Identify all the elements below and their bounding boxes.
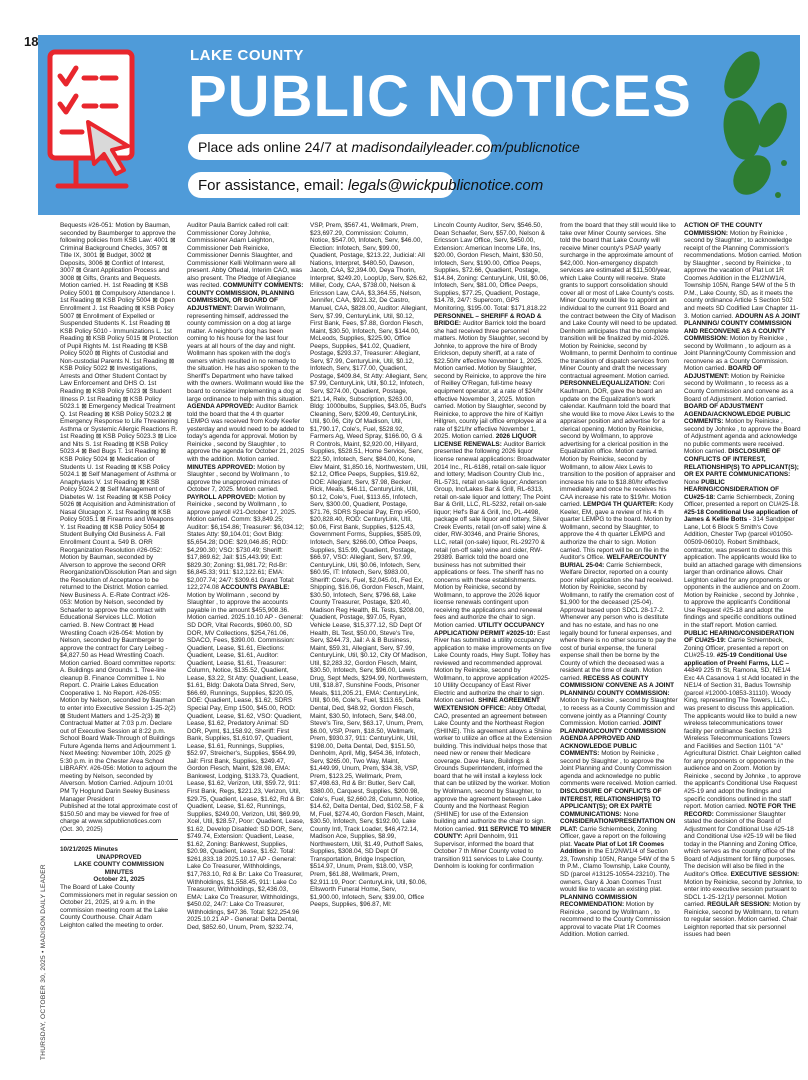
executive-session-text: Motion by Reinicke, second by Johnke, to enter into executive session pursuant to SDCL 1-25-12(1)/ personnel. Motion carried. <box>684 878 802 909</box>
plat-consideration-heading: CONSIDERATION/PRESENTATION ON PLAT: <box>560 818 676 833</box>
hearing-cu-25-18-intro: Carrie Schiernbeck, Zoning Officer, presented a report on CU#25-18. <box>684 493 800 509</box>
banner-kicker: LAKE COUNTY <box>190 47 304 64</box>
banner-area <box>38 35 800 215</box>
shine-agreement-heading: SHINE AGREEMENT W/EXTENSION OFFICE: <box>434 697 540 712</box>
minutes-approved-text: Motion by Slaughter , second by Wollmann , to approve the unapproved minutes of October 7, 2025. Motion carried. <box>187 463 290 494</box>
vacate-plat-title: Vacate Plat of Lot 1R Coomes Addition <box>560 840 665 856</box>
911-service-text: April Denholm, 911 Supervisor, informed the board that October 7 th Miner County voted to transition 911 services to Lake County. Denholm is looking for confirmation <box>434 833 544 871</box>
joint-agenda-heading: JOINT PLANNING/COUNTY COMMISSION AGENDA APPROVED AND ACKNOWLEDGE PUBLIC COMMENTS: <box>560 720 666 758</box>
board-of-adjustment-heading: BOARD OF ADJUSTMENT: <box>684 365 763 380</box>
regular-session-text: Motion by Reinicke, second by Wollmann, to return to regular session. Motion carried. Chair Leighton reported that six personnel issues had been <box>684 901 801 939</box>
notice-heading-minutes: MINUTES <box>104 868 134 876</box>
publication-date: (Oct. 30, 2025) <box>60 825 103 833</box>
county-action-heading: ACTION OF THE COUNTY COMMISSION: <box>684 222 763 237</box>
regular-session-heading: REGULAR SESSION: <box>707 901 772 909</box>
liquor-license-text: Auditor Barrick presented the following 2026 liquor license renewal applications: Broadwater 2014 Inc., RL-6186, retail on-sale liquor and lottery; Madison Country Club Inc., RL-5731, retail on-sale liquor; Anderson Group, Inc/Lakes Bar & Grill, RL-6313, retail on-sale liquor and lottery; The Point Bar & Grill, LLC, RL-5232, retail on-sale liquor; Hef's Bar & Grill, Inc, PL-4498, package off sale liquor and lottery, Silver Creek Events, retail (on-off sale) wine & cider, RW-30346, and Prairie Shores, LLC, retail (on-sale) liquor, RL-29270 & retail (on-off sale) wine and cider, RW-29389. Barrick told the board one business has not submitted their applications or fees. The sheriff has no concerns with these establishments. Motion by Reinicke, second by Wollmann, to approve the 2026 liquor license renewals contingent upon receiving the applications and renewal fees and authorize the chair to sign. Motion carried. <box>434 440 551 629</box>
note-for-record-heading: NOTE FOR THE RECORD: <box>684 803 796 818</box>
shine-agreement-text: Abby Oftedal, CAO, presented an agreement between Lake County and the Northeast Region (SHIINE). This agreement allows a Shiine worker to utilize an office at the Extension building. This individual helps those that need new or renew their Medicare coverage. Dave Hare, Buildings & Grounds Superintendent, informed the board that he will install a keyless lock that can be utilized by the worker. Motion by Wollmann, second by Slaughter, to approve the agreement between Lake County and the Northeast Region (SHIINE) for use of the Extension building and authorize the chair to sign. Motion carried. <box>434 705 552 833</box>
side-folio <box>40 864 54 1060</box>
column-6 <box>684 222 802 939</box>
accounts-payable-text: Motion by Wollmann , second by Slaughter , to approve the accounts payable in the amount $455,908.36. Motion carried. <box>187 591 289 622</box>
equalization-text: Cori Kaufmann, DOR, gave the board an update on the Equalization's work calendar. Kaufmann told the board that she would like to move Alex Lewis to the appraiser position and advertise for a clerical opening. Motion by Reinicke, second by Wollmann, to approve advertising for a clerical position in the Equalization office. Motion carried. Motion by Reinicke, second by Wollmann, to allow Alex Lewis to transition to the position of appraiser and increase his rate to $18.80/hr effective immediately and once he receives his CAA increase his rate to $19/hr. Motion carried. <box>560 380 676 509</box>
adjourn-joint-heading: ADOURN AS A JOINT PLANNING/ COUNTY COMMISSION AND RECONVENE AS A COUNTY COMMISSION: <box>684 312 801 343</box>
note-for-record-text: Commissioner Slaughter stated the decision of the Board of Adjustment for Conditional Use #25-18 and Conditional Use #25-19 will be filed today in the Planning and Zoning Office, which serves as the county office of the Board of Adjustment for filing purposes. The decision will also be filed in the Auditor's Office. <box>684 810 798 879</box>
planning-recommendation-heading: PLANNING COMMISSION RECOMMENDATION: <box>560 893 638 909</box>
personnel-sheriff-text: Auditor Barrick told the board she had received three personnel matters. Motion by Slaughter, second by Johnke, to approve the hire of Brody Erickson, deputy sheriff, at a rate of $22.50/hr effective November 1, 2025. Motion carried. Motion by Slaughter, second by Reinicke, to approve the hire of Reilley O'Regan, full-time heavy equipment operator, at a rate of $24/hr effective November 3, 2025. Motion carried. Motion by Slaughter, second by Reinicke, to approve the hire of Kaitlyn Hillgren, county jail office employee at a rate of $21/hr effective November 1, 2025. Motion carried. <box>434 320 549 441</box>
utility-occupancy-heading: UTILITY OCCUPANCY APPLICATION/ PERMIT #2025-10: <box>434 621 545 637</box>
minutes-approved-heading: MINUTES APPROVED: <box>187 463 256 471</box>
notice-heading-unapproved: UNAPPROVED <box>96 853 142 861</box>
disclosure-heading: DISCLOSURE OF CONFLICTS OF INTEREST, RELATIONSHIP(S) TO APPLICANT(S); OR EX PARTE COMMUNICATIONS: <box>560 788 662 818</box>
liquor-license-heading: 2026 LIQUOR LICENSE RENEWALS: <box>434 433 537 448</box>
utility-occupancy-text: East River has submitted a utility occupancy application to make improvements on five Lake County roads, Hwy Supt. Tolley has reviewed and recommended approval. Motion by Reinicke, second by Wollmann, to approve application #2025-10 Utility Occupancy of East River Electric and authorize the chair to sign. Motion carried. <box>434 629 552 705</box>
welfare-burial-heading: WELFARE/COUNTY BURIAL 25-04: <box>560 554 667 569</box>
roll-call-text: Auditor Paula Barrick called roll call: Commissioner Corey Johnke, Commissioner Adam Leighton, Commissioner Deb Reinicke, Commissioner Dennis Slaughter, and Commissioner Kelli Wollmann were all present. Abby Oftedal, Interim CAO, was also present. The Pledge of Allegiance was recited. <box>187 222 303 290</box>
boa-agenda-heading: BOARD OF ADJUSTMENT AGENDA/ACKNOWLEDGE PUBLIC COMMENTS: <box>684 403 791 426</box>
accounts-payable-list: 2025.10.10 AP - General: SD DOR, Vital Records, $960.00, SD DOR, MV Collections, $254,761.06, SDACO, Fees, $390.00. Commission: Quadient, Lease, $1.61, Elections: Quadient, Lease, $1.61, Auditor: Quadient, Lease, $1.61, Treasurer: Column, Notice, $135.52, Quadient, Lease, $3.22, St Atty: Quadient, Lease, $1.61, Bldg: Dakota Data Shred, Serv, $66.69, Runnings, Supplies, $220.05, DOE: Quadient, Lease, $1.62, SDRS Special Pay, Emp 1500, $45.00, ROD: Quadient, Lease, $1.62, VSO: Quadient, Lease, $1.62, Predatory Animal: SD DOR, Pymt, $1,158.92, Sheriff: First Bank, Supplies, $1,610.97, Quadient, Lease, $1.61, Runnings, Supplies, $52.97, Streicher's, Supplies, $564.99, Jail: First Bank, Supplies, $249.47, Gordon Flesch, Maint, $28.98, EMA: Bankwest, Lodging, $133.73, Quadient, Lease, $1.62, Verizon, Util, $59.72, 911: First Bank, Regs, $221.23, Verizon, Util, $29.75, Quadient, Lease, $1.62, Rd & Br: Quadient, Lease, $1.62, Runnings, Supplies, $249.00, Verizon, Util, $69.99, Xcel, Util, $28.57, Poor: Quadient, Lease, $1.62, Develop Disabled: SD DOR, Serv, $749.74, Extension: Quadient, Lease, $1.62, Zoning: Bankwest, Supplies, $20.98, Quadient, Lease, $1.62. Total: $261,833.18 2025.10.17 AP - General: Lake Co Treasurer, Withholdings, $17,763.10, Rd & Br: Lake Co Treasurer, Withholdings, $1,558.45, 911: Lake Co Treasurer, Withholdings, $2,436.03, EMA: Lake Co Treasurer, Withholdings, $450.02, 24/7: Lake Co Treasurer, Withholdings, $47.36. Total: $22,254.96 2025.10.21 AP - General: Delta Dental, Ded, $852.60, Unum, Prem, $232.74, <box>187 614 305 931</box>
checklist-monitor-icon <box>46 48 136 198</box>
recess-text: Motion by Reinicke , second by Slaughter , to recess as a County Commission and convene jointly as a Planning/ County Commission. Motion carried. <box>560 697 678 728</box>
community-comments-text: Darwin Wollmann, representing himself, addressed the county commission on a dog at large matter. A neighbor's dog has been coming to his house for the last four years at all hours of the day and night. Wollmann has spoken with the dog's owners which resulted in no remedy to the situation. He has also spoken to the Sheriff's Department who have talked with the owners. Wollmann would like the board to consider implementing a dog at large ordinance to help with this situation. <box>187 305 305 403</box>
place-ads-text: Place ads online 24/7 at <box>198 139 348 155</box>
banner-title: PUBLIC NOTICES <box>188 64 692 129</box>
school-board-minutes-text: Bequests #26-051: Motion by Bauman, seconded by Baumberger to approve the following policies from KSB Law: 4001 ⊠ Criminal Background Checks, 3057 ⊠ Title IX, 3001 ⊠ Budget, 3002 ⊠ Deposits, 3006 ⊠ Conflict of Interest, 3007 ⊠ Grant Application Process and 3008 ⊠ Gifts, Grants and Bequests. Motion carried. H. 1st Reading ⊠ KSB Policy 5001 ⊠ Compulsory Attendance I. 1st Reading ⊠ KSB Policy 5004 ⊠ Open Enrollment J. 1st Reading ⊠ KSB Policy 5007 ⊠ Enrollment of Expelled or Suspended Students K. 1st Reading ⊠ KSB Policy 5010 - Immunizations L. 1st Reading ⊠ KSB Policy 5015 ⊠ Protection of Pupil Rights M. 1st Reading ⊠ KSB Policy 5020 ⊠ Rights of Custodial and Non-custodial Parents N. 1st Reading ⊠ KSB Policy 5022 ⊠ Investigations, Arrests and Other Student Contact by Law Enforcement and DHS O. 1st Reading ⊠ KSB Policy 5023 ⊠ Student Illness P. 1st Reading ⊠ KSB Policy 5023.1 ⊠ Emergency Medical Treatment Q. 1st Reading ⊠ KSB Policy 5023.2 ⊠ Emergency Response to Life Threatening Asthma or Systemic Allergic Reactions R. 1st Reading ⊠ KSB Policy 5023.3 ⊠ Lice and Nits S. 1st Reading ⊠ KSB Policy 5023.4 ⊠ Bed Bugs T. 1st Reading ⊠ KSB Policy 5024 ⊠ Medication of Students U. 1st Reading ⊠ KSB Policy 5024.1 ⊠ Self Management of Asthma or Anaphylaxis V. 1st Reading ⊠ KSB Policy 5024.2 ⊠ Self Management of Diabetes W. 1st Reading ⊠ KSB Policy 5026 ⊠ Acquisition and Administration of Nasal Glucagon X. 1st Reading ⊠ KSB Policy 5035.1 ⊠ Firearms and Weapons Y. 1st Reading ⊠ KSB Policy 5054 ⊠ Student Bullying Old Business A. Fall Enrollment Count a. 549 B. ORR Reorganization Resolution #26-052: Motion by Bauman, seconded by Alverson to approve the second ORR Reorganization/Dissolution Plan and sign the Resolution of Acceptance to be returned to the District. Motion carried. New Business A. E-Rate Contract #26-053: Motion by Nelson, seconded by Schaefer to approve the contract with Educational Services LLC. Motion carried. B. New Contract ⊠ Head Wrestling Coach #26-054: Motion by Nelson, seconded by Baumberger to approve the contract for Cary Leibeg - $4,827.50 as Head Wrestling Coach. Motion carried. Board committee reports: A. Buildings and Grounds 1. Tree-line cleanup B. Finance Committee 1. No Report. C. Prairie Lakes Education Cooperative 1. No Report. #26-055: Motion by Nelson, seconded by Bauman to enter into Executive Session 1-25-2(2) ⊠ Student Matters and 1-25-2(3) ⊠ Contractual Matter at 7:03 p.m. Declare out of Executive Session at 8:22 p.m. School Board Walk-Through of Buildings Future Agenda Items and Adjournment 1. Next Meeting: November 10th, 2025 @ 5:30 p.m. in the Chester Area School LIBRARY. #26-056: Motion to adjourn the meeting by Nelson, seconded by Alverson. Motion Carried. Adjourn 10:01 PM Ty Hoglund Darin Seeley Business Manager President <box>60 222 178 803</box>
column-1 <box>60 222 178 929</box>
disclosure-text: None <box>623 810 639 818</box>
assistance-pill <box>188 172 544 198</box>
boa-disclosure-text: None <box>684 478 700 486</box>
accounts-payable-list-continued: VSP, Prem, $567.41, Wellmark, Prem, $23,697.29, Commission: Column, Notice, $547.00, Infotech, Serv, $46.00, Election: Infotech, Serv, $99.00, Quadient, Postage, $213.22, Judicial: All Nations, Interpret, $480.50, Dawson, Jacob, CAA, $2,394.00, Deya Thorin, Interpret, $249.20, LoopUp, Serv, $26.62, Miller, Cody, CAA, $738.00, Nelson & Ericsson Law, CAA, $3,364.55, Nelson, Jennifer, CAA, $921.32, De Castro, Manuel, CAA, $828.00, Auditor: Allegiant, Serv, $7.99, CenturyLink, Util, $0.12, First Bank, Fees, $7.88, Gordon Flesch, Maint, $30.50, Infotech, Serv, $144.00, McLeods, Supplies, $225.90, Office Peeps, Supplies, $41.02, Quadient, Postage, $293.37, Treasurer: Allegiant, Serv, $7.99, CenturyLink, Util, $0.12, Infotech, Serv, $177.00, Quadient, Postage, $409.84, St Atty: Allegiant, Serv, $7.99, CenturyLink, Util, $0.12, Infotech, Serv, $274.00, Quadient, Postage, $21.14, Relx, Subscription, $263.00, Bldg: 1000bulbs, Supplies, $43.05, Bud's Cleaning, Serv, $209.49, CenturyLink, Util, $0.06, City Of Madison, Util, $1,790.17, Cole's, Fuel, $528.92, Farmers Ag, Weed Spray, $166.00, G & R Controls, Maint, $2,920.00, Hillyard, Supplies, $528.51, Home Service, Serv, $22.50, Infotech, Serv, $84.00, Kone, Elev Maint, $1,850.16, Northwestern, Util, $2.12, Office Peeps, Supplies, $19.62, DOE: Allegiant, Serv, $7.98, Becker, Rick, Meals, $46.11, CenturyLink, Util, $0.12, Cole's, Fuel, $113.65, Infotech, Serv, $300.00, Quadient, Postage, $71.76, SDRS Special Pay, Emp #500, $20,828.40, ROD: CenturyLink, Util, $0.06, First Bank, Supplies, $125.43, Government Forms, Supplies, $585.09, Infotech, Serv, $266.00, Office Peeps, Supplies, $15.99, Quadient, Postage, $66.97, VSO: Allegiant, Serv, $7.99, CenturyLink, Util, $0.06, Infotech, Serv, $60.95, IT: Infotech, Serv, $983.00, Sheriff: Cole's, Fuel, $2,045.01, Fed Ex, Shipping, $16.06, Gordon Flesch, Maint, $30.50, Infotech, Serv, $796.68, Lake County Treasurer, Postage, $20.40, Madison Reg Health, BL Tests, $208.00, Quadient, Postage, $97.05, Ryan, Vehicle Lease, $15,377.12, SD Dept Of Health, BL Test, $50.00, Steve's Tire, Serv, $244.73, Jail: A & B Business, Maint, $59.31, Allegiant, Serv, $7.99, CenturyLink, Util, $0.12, City Of Madison, Util, $2,283.32, Gordon Flesch, Maint, $30.50, Infotech, Serv, $96.00, Lewis Drug, Sept Meds, $294.99, Northwestern, Util, $18.87, Sunshine Foods, Prisoner Meals, $11,205.21, EMA: CenturyLink, Util, $0.06, Cole's, Fuel, $113.65, Delta Dental, Ded, $48.92, Gordon Flesch, Maint, $30.50, Infotech, Serv, $48.00, Steve's Tire, Serv, $63.17, Unum, Prem, $6.00, VSP, Prem, $18.50, Wellmark, Prem, $930.37, 911: CenturyLink, Util, $198.00, Delta Dental, Ded, $151.50, Denholm, April, Mlg, $454.36, Infotech, Serv, $265.00, Two Way, Maint, $1,449.99, Unum, Prem, $34.38, VSP, Prem, $123.25, Wellmark, Prem, $7,498.63, Rd & Br: Butler, Serv Call, $380.00, Carquest, Supplies, $200.98, Cole's, Fuel, $2,660.28, Column, Notice, $14.62, Delta Dental, Ded, $102.58, F & M, Fuel, $274.40, Gordon Flesch, Maint, $30.50, Infotech, Serv, $192.00, Lake County Intl, Track Loader, $46,472.14, Madison Ace, Supplies, $8.99, Northwestern, Util, $1.49, Puthoff Sales, Supplies, $308.04, SD Dept Of Transportation, Bridge Inspection, $514.97, Unum, Prem, $18.00, VSP, Prem, $61.88, Wellmark, Prem, $2,911.19, Poor: CenturyLink, Util, $0.06, Ellsworth Funeral Home, Serv, $1,900.00, Infotech, Serv, $39.00, Office Peeps, Supplies, $96.87, MI: <box>310 222 428 909</box>
county-action-text: Motion by Reinicke , second by Slaughter , to acknowledge receipt of the Planning Commission's recommendations. Motion carried. Motion by Slaughter , second by Reinicke , to approve the vacation of Plat Lot 1R Coomes Addition in the E1/2NW1/4, Township 105N, Range 54W of the 5 th P.M., Lake County, SD, as it meets the county ordinance Article 5 Section 502 and meets SD Codified Law Chapter 11-3. Motion carried. <box>684 229 802 320</box>
publication-cost: Published at the total approximate cost of $150.50 and may be viewed for free of charge at www.sdpublicnotices.com <box>60 803 178 826</box>
equalization-heading: PERSONNEL/EQUALIZATION: <box>560 380 652 388</box>
column-2 <box>187 222 305 931</box>
adjourn-joint-text: Motion by Reinicke , second by Wollmann , to adjourn as a Joint Planning/County Commission and reconvene as a County Commission. Motion carried. <box>684 335 796 373</box>
commission-intro-text: The Board of Lake County Commissioners met in regular session on October 21, 2025, at 9 a.m. in the commission meeting room at the Lake County Courthouse. Chair Adam Leighton called the meeting to order. <box>60 884 178 929</box>
payroll-approved-heading: PAYROLL APPROVED: <box>187 493 256 501</box>
accounts-payable-list-end: Lincoln County Auditor, Serv, $546.50, Dean Schaefer, Serv, $57.00, Nelson & Ericsson Law Office, Serv, $450.00, Extension: American Income Life, Ins, $20.00, Gordon Flesch, Maint, $30.50, Infotech, Serv, $190.00, Office Peeps, Supplies, $72.66, Quadient, Postage, $14.84, Zoning: CenturyLink, Util, $0.06, Infotech, Serv, $81.00, Office Peeps, Supplies, $77.25, Quadient, Postage, $14.78, 24/7: Supercom, GPS Monitoring, $195.00. Total: $171,818.22 <box>434 222 549 313</box>
hearing-cu-25-19-intro: Carrie Schiernbeck, Zoning Officer, presented a report on CU#25-19. <box>684 637 789 660</box>
notice-date-heading: 10/21/2025 Minutes <box>60 846 118 854</box>
page-number: 18 <box>24 34 39 49</box>
911-service-heading: 911 SERVICE TO MINER COUNTY: <box>434 825 551 841</box>
lempg-heading: LEMPG/4 TH QUARTER: <box>583 501 657 509</box>
hearing-cu-25-19-heading: PUBLIC HEARING/CONSIDERATION OF CU#25-19: <box>684 629 794 645</box>
executive-session-heading: EXECUTIVE SESSION: <box>730 871 800 879</box>
personnel-sheriff-heading: PERSONNEL – SHERIFF & ROAD & BRIDGE: <box>434 312 542 328</box>
column-3 <box>310 222 428 909</box>
agenda-approved-heading: AGENDA APPROVED: <box>187 403 254 411</box>
assistance-text: For assistance, email: <box>198 176 344 194</box>
boa-disclosure-heading: DISCLOSURE OF CONFLICTS OF INTEREST, RELATIONSHIP(S) TO APPLICANT(S); OR EX PARTE COMMUNICATIONS: <box>684 448 799 479</box>
agenda-approved-text: Auditor Barrick told the board that the 4 th quarter LEMPG was received from Kody Keefer yesterday and would need to be added to today's agenda for approval. Motion by Reinicke , second by Slaughter , to approve the agenda for October 21, 2025 with the addition. Motion carried. <box>187 403 305 463</box>
community-comments-heading: COMMUNITY COMMENTS: COUNTY COMMISSION, PLANNING COMMISSION, OR BOARD OF ADJUSTMENT: <box>187 282 304 313</box>
assistance-email-link[interactable]: legals@wickpublicnotice.com <box>347 176 544 194</box>
payroll-approved-text: Motion by Reinicke , second by Wollmann , to approve payroll #21-October 17, 2025. Motion carried. Comm: $3,849.25; Auditor: $6,154.86; Treasurer: $6,034.12; States Atty: $9,104.01; Govt Bldg: $5,654.28; DOE: $29,046.85; ROD: $4,290.30; VSO: $730.49; Sheriff: $17,869.62; Jail: $15,443.99; Ext: $829.30; Zoning: $1,981.72; Rd-Br: $6,845.33; 911: $12,122.61; EMA: $2,007.74; 24/7: $309.61 Grand Total: 122,274.08 <box>187 493 304 592</box>
notice-heading-commission: LAKE COUNTY COMMISSION <box>74 861 164 869</box>
column-4 <box>434 222 552 871</box>
cu-25-18-text: - 314 Sandpiper Lane, Lot 6 Block 5 Smith's Cove Addition, Chester Twp (parcel #01050-00509-06010). Robert Smithback, contractor, was present to discuss this application. The applicants would like to build an attached garage with dimensions larger than ordinance allows. Chair Leighton called for any proponents or opponents in the audience and on Zoom. Motion by Reinicke , second by Johnke , to approve the applicant's Conditional Use Request #25-18 and adopt the findings and specific conditions outlined in the staff report. Motion carried. <box>684 516 802 629</box>
cu-25-19-title: #25-19 Conditional Use application of Preehl Farms, LLC – <box>684 652 790 667</box>
welfare-burial-text: Carrie Schiernbeck, Welfare Director, reported on a county poor relief application she had received. Motion by Reinicke, second by Wollmann, to ratify the cremation cost of $1,900 for the deceased (25-04). Approval based upon SDCL 28-17-2. Whenever any person who is destitute and has no estate, and has no one legally bound for funeral expenses, and where there is no other source to pay the cost of burial expense, the funeral expense shall then be borne by the County of which the deceased was a resident at the time of death. Motion carried. <box>560 561 677 682</box>
hearing-cu-25-18-heading: PUBLIC HEARING/CONSIDERATION OF CU#25-18: <box>684 478 780 501</box>
cu-25-19-text: 44849 225 th St, Ramona, SD, NE1/4 Exc 4A Casanova 1 st Add located in the NE1/4 of Section 31, Badus Township (parcel #12000-10853-31110). Woody King, representing The Towers, LLC., was present to discuss this application. The applicants would like to build a new wireless telecommunications tower facility per ordinance Section 1213 Wireless Telecommunications Towers and Facilities and Section 1101 "A" Agricultural District. Chair Leighton called for any proponents or opponents in the audience and on Zoom. Motion by Reinicke , second by Johnke , to approve the applicant's Conditional Use Request #25-19 and adopt the findings and specific conditions outlined in the staff report. Motion carried. <box>684 667 801 811</box>
notice-heading-date: October 21, 2025 <box>93 876 145 884</box>
plat-consideration-text: Carrie Schiernbeck, Zoning Officer, gave a report on the following plat. <box>560 825 666 848</box>
joint-agenda-text: Motion by Reinicke , second by Slaughter , to approve the Joint Planning and County Commission agenda and acknowledge no public comments were received. Motion carried. <box>560 750 677 788</box>
cu-25-18-title: #25-18 Conditional Use application of James & Kellie Botts <box>684 508 798 524</box>
911-service-text-continued: from the board that they still would like to take over Miner County services. She told the board that Lake County will receive Miner county's PSAP yearly surcharge in the approximate amount of $42,000. Non-emergency dispatch services are estimated at $11,500/year, which Lake County will receive. State grants to support consolidation should cover all or most of Lake County's costs. Miner County would like to appoint an individual to the current 911 Board and the contract between the City of Madison and Lake County will need to be updated. Denholm anticipates that the complete transition will be finalized by mid-2026. Motion by Reinicke, second by Wollmann, to permit Denholm to continue the transition of dispatch services from Miner County and draft the necessary contractual agreement. Motion carried. <box>560 222 678 380</box>
notice-divider <box>60 839 178 840</box>
boa-agenda-text: Motion by Reinicke , second by Johnke , to approve the Board of Adjustment agenda and acknowledge no public comments were received. Motion carried. <box>684 418 801 456</box>
place-ads-pill <box>188 134 580 160</box>
planning-recommendation-text: Motion by Reinicke , second by Wollmann , to recommend to the County Commission approval to vacate Plat 1R Coomes Addition. Motion carried. <box>560 901 671 939</box>
lempg-text: Kody Keeler, EM, gave a review of his 4 th quarter LEMPG to the board. Motion by Wollmann, second by Slaughter, to approve the 4 th quarter LEMPG and authorize the chair to sign. Motion carried. This report will be on file in the Auditor's Office. <box>560 501 674 562</box>
column-5 <box>560 222 678 939</box>
board-of-adjustment-text: Motion by Reinicke second by Wollmann , to recess as a County Commission and convene as a Board of Adjustment. Motion carried. <box>684 372 794 403</box>
recess-heading: RECESS AS COUNTY COMMISSION/ CONVENE AS A JOINT PLANNING/ COUNTY COMMISSION: <box>560 674 674 697</box>
leaf-decoration-icon <box>702 45 792 205</box>
notice-columns <box>60 222 808 1062</box>
side-folio-text: THURSDAY, OCTOBER 30, 2025 • MADISON DAILY LEADER <box>40 864 47 1060</box>
vacate-plat-text: in the E1/2NW1/4 of Section 23, Township 105N, Range 54W of the 5 th P.M., Clamo Township, Lake County, SD (parcel #13125-10554-23210). The owners, Gary & Joan Coomes Trust would like to vacate an existing plat. <box>560 848 675 894</box>
accounts-payable-heading: ACCOUNTS PAYABLE: <box>220 584 290 592</box>
place-ads-link[interactable]: madisondailyleader.com/publicnotice <box>351 139 580 155</box>
